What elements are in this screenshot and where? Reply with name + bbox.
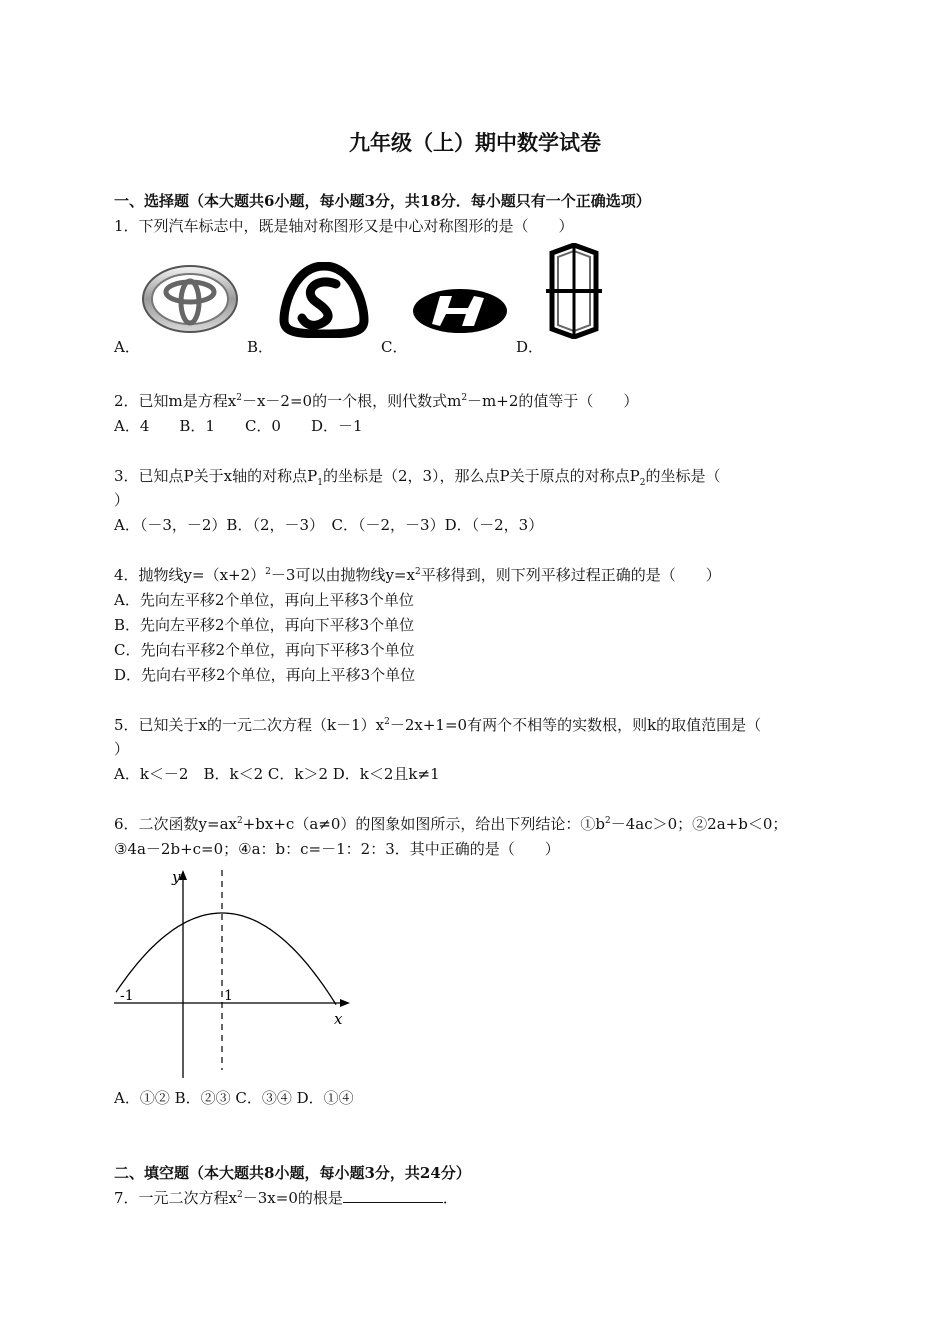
- q4-option-a: A．先向左平移2个单位，再向上平移3个单位: [114, 591, 414, 609]
- question-6-stem: 6．二次函数$y=ax^2+bx+c(a\ne 0)$的图象如图所示，给出下列结论：$①b^2-4ac>0$；②2a+b＜0；: [114, 815, 788, 833]
- question-5-stem: 5．已知关于x的一元二次方程$(k-1)x^2-2x+1=0$有两个不相等的实数根，则k的取值范围是（: [114, 716, 762, 734]
- question-4-stem: 4．抛物线$y=(x+2)^2-3$可以由抛物线$y=x^2$平移得到，则下列平移过程正确的是（ ）: [114, 566, 721, 584]
- question-2-options: A．4 B．1 C．0 D．－1: [114, 417, 363, 435]
- lincoln-logo-icon: [544, 243, 604, 339]
- x-axis-label: x: [334, 1010, 343, 1028]
- page-title: 九年级（上）期中数学试卷: [349, 130, 601, 155]
- tick-label-neg1: -1: [120, 988, 134, 1004]
- y-axis-label: y: [172, 868, 181, 886]
- question-1-stem: 1．下列汽车标志中，既是轴对称图形又是中心对称图形的是（ ）: [114, 217, 574, 235]
- q4-option-b: B．先向左平移2个单位，再向下平移3个单位: [114, 616, 415, 634]
- x-axis-arrow-icon: [340, 999, 350, 1007]
- q4-option-d: D．先向右平移2个单位，再向上平移3个单位: [114, 666, 416, 684]
- q1-option-a: A．: [114, 338, 140, 356]
- question-3-stem: 3．已知点P关于x轴的对称点$P_1$的坐标是（2，3），那么点P关于原点的对称点$P_2$的坐标是（: [114, 467, 721, 488]
- question-3-options: A．（－3，－2）B．（2，－3） C．（－2，－3）D．（－2，3）: [114, 516, 544, 534]
- q1-option-b: B．: [247, 338, 274, 356]
- tick-label-1: 1: [224, 988, 233, 1004]
- q1-option-d: D．: [516, 338, 544, 356]
- question-5-stem-continued: ）: [114, 740, 130, 758]
- question-5-options: A．k＜－2 B．k＜2 C．k＞2 D．k＜2且k≠1: [114, 765, 440, 783]
- question-6-options: A．①② B．②③ C．③④ D．①④: [114, 1089, 354, 1107]
- section-2-heading: 二、填空题（本大题共8小题，每小题3分，共24分）: [114, 1164, 471, 1182]
- hyundai-logo-icon: [410, 286, 510, 336]
- q4-option-c: C．先向右平移2个单位，再向下平移3个单位: [114, 641, 415, 659]
- question-2-stem: 2．已知m是方程$x^2-x-2=0$的一个根，则代数式$m^2-m+2$的值等于（ ）: [114, 392, 639, 410]
- section-1-heading: 一、选择题（本大题共6小题，每小题3分，共18分．每小题只有一个正确选项）: [114, 192, 651, 210]
- toyota-logo-icon: [140, 262, 240, 336]
- answer-blank[interactable]: [343, 1188, 443, 1203]
- question-7-stem: 7．一元二次方程$x^2-3x=0$的根是 ．: [114, 1189, 458, 1207]
- question-6-stem-line-2: ③4a－2b+c=0；④a：b：c=－1：2：3．其中正确的是（ ）: [114, 840, 560, 858]
- parabola-graph: [110, 866, 355, 1080]
- question-3-stem-continued: ）: [114, 491, 130, 509]
- q1-option-c: C．: [381, 338, 408, 356]
- suzuki-style-logo-icon: [276, 262, 372, 338]
